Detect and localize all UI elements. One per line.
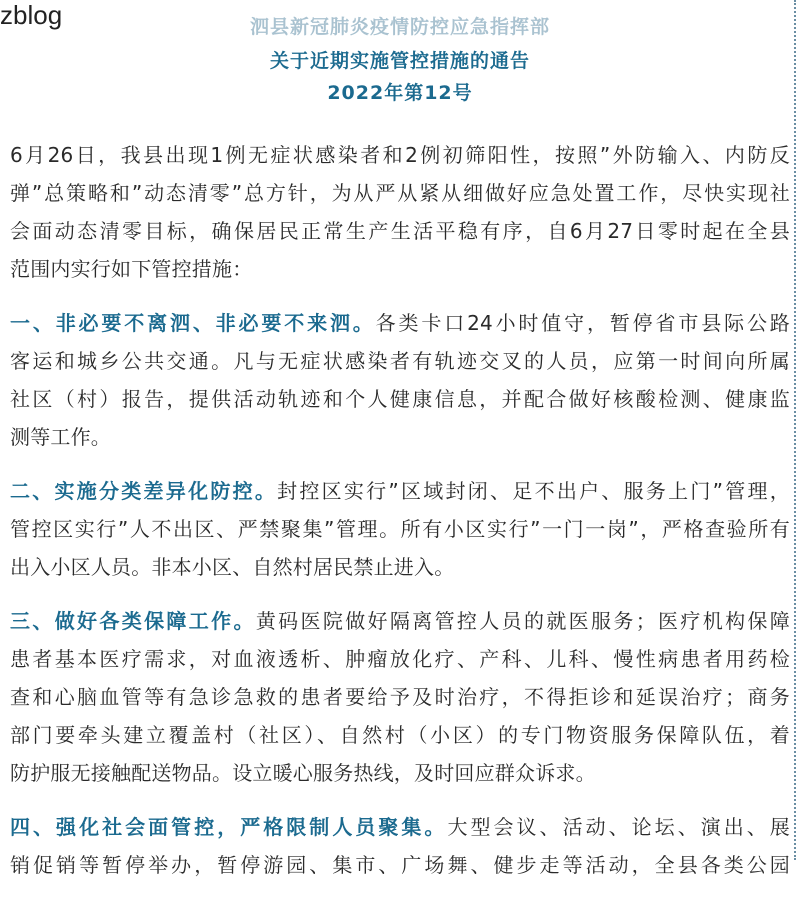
line-text: 防护服无接触配送物品。设立暖心服务热线，及时回应群众诉求。 (10, 761, 596, 785)
text-line (10, 174, 790, 212)
line-text: 封控区实行”区域封闭、足不出户、服务上门”管理， (277, 479, 790, 503)
paragraph (10, 808, 790, 884)
text-line (10, 472, 790, 510)
line-text: 查和心脑血管等有急诊急救的患者要给予及时治疗，不得拒诊和延误治疗；商务 (10, 685, 790, 709)
line-text: 大型会议、活动、论坛、演出、展 (447, 815, 790, 839)
line-text: 部门要牵头建立覆盖村（社区）、自然村（小区）的专门物资服务保障队伍，着 (10, 723, 790, 747)
notice-body (10, 136, 790, 900)
text-line (10, 136, 790, 174)
text-line (10, 510, 790, 548)
section-heading: 二、实施分类差异化防控。 (10, 479, 278, 503)
text-line (10, 304, 790, 342)
line-text: 测等工作。 (10, 425, 111, 449)
line-text: 出入小区人员。非本小区、自然村居民禁止进入。 (10, 555, 455, 579)
paragraph (10, 136, 790, 288)
dotted-border (794, 0, 796, 860)
text-line (10, 808, 790, 846)
line-text: 各类卡口24小时值守，暂停省市县际公路 (375, 311, 791, 335)
section-heading: 三、做好各类保障工作。 (10, 609, 256, 633)
text-line (10, 754, 790, 792)
text-line (10, 342, 790, 380)
line-text: 会面动态清零目标，确保居民正常生产生活平稳有序，自6月27日零时起在全县 (10, 219, 790, 243)
line-text: 社区（村）报告，提供活动轨迹和个人健康信息，并配合做好核酸检测、健康监 (10, 387, 790, 411)
line-text: 管控区实行”人不出区、严禁聚集”管理。所有小区实行”一门一岗”，严格查验所有 (10, 517, 790, 541)
text-line (10, 548, 790, 586)
text-line (10, 846, 790, 884)
text-line (10, 212, 790, 250)
text-line (10, 250, 790, 288)
notice-number: 2022年第12号 (327, 82, 473, 104)
line-text: 客运和城乡公共交通。凡与无症状感染者有轨迹交叉的人员，应第一时间向所属 (10, 349, 790, 373)
paragraph (10, 304, 790, 456)
text-line (10, 602, 790, 640)
text-line (10, 640, 790, 678)
watermark: zblog (0, 0, 63, 30)
line-text: 黄码医院做好隔离管控人员的就医服务；医疗机构保障 (255, 609, 790, 633)
line-text: 患者基本医疗需求，对血液透析、肿瘤放化疗、产科、儿科、慢性病患者用药检 (10, 647, 790, 671)
paragraph (10, 602, 790, 792)
line-text: 范围内实行如下管控措施： (10, 257, 253, 281)
text-line (10, 380, 790, 418)
issuing-organization: 泗县新冠肺炎疫情防控应急指挥部 (249, 16, 550, 38)
text-line (10, 716, 790, 754)
text-line (10, 418, 790, 456)
line-text: 弹”总策略和”动态清零”总方针，为从严从紧从细做好应急处置工作，尽快实现社 (10, 181, 790, 205)
line-text: 6月26日，我县出现1例无症状感染者和2例初筛阳性，按照”外防输入、内防反 (10, 143, 790, 167)
line-text: 销促销等暂停举办，暂停游园、集市、广场舞、健步走等活动，全县各类公园 (10, 853, 790, 877)
section-heading: 四、强化社会面管控，严格限制人员聚集。 (10, 815, 448, 839)
text-line (10, 678, 790, 716)
section-heading: 一、非必要不离泗、非必要不来泗。 (10, 311, 376, 335)
notice-title: 关于近期实施管控措施的通告 (269, 50, 530, 72)
paragraph (10, 472, 790, 586)
